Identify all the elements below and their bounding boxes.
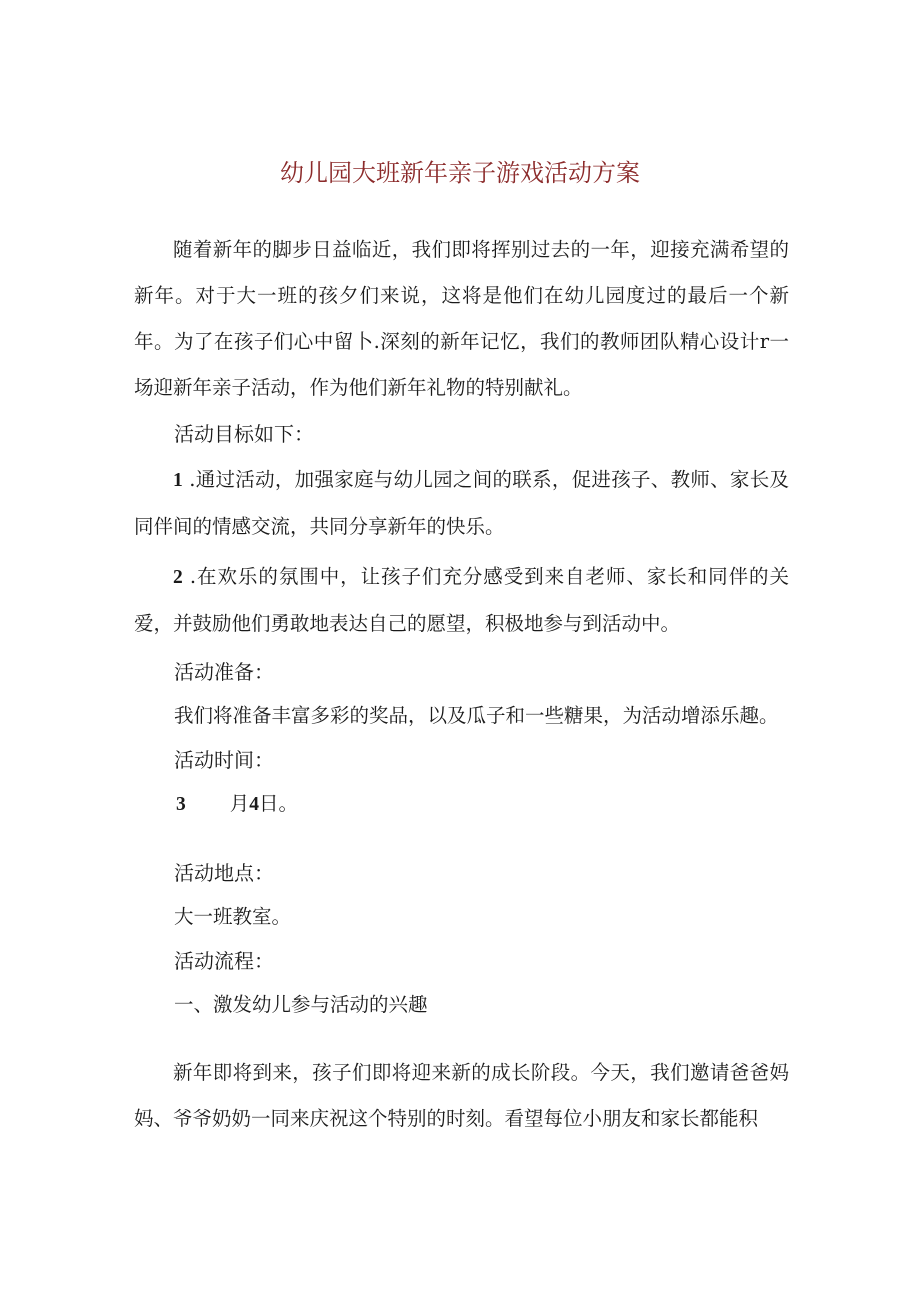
place-heading: 活动地点： [174,861,274,885]
goal-item-1 [134,457,789,550]
prep-heading: 活动准备： [174,660,274,684]
flow-step-1: 一、激发幼儿参与活动的兴趣 [174,993,428,1016]
goal-number: 1 [173,470,183,491]
time-day: 4 [249,794,260,815]
time-day-label: 日。 [259,792,299,815]
document-title: 幼儿园大班新年亲子游戏活动方案 [280,159,640,187]
time-heading: 活动时间： [174,748,274,772]
place-paragraph: 大一班教室。 [174,905,292,928]
document-body [134,227,789,1142]
flow-paragraph: 新年即将到来，孩子们即将迎来新的成长阶段。今天，我们邀请爸爸妈妈、爷爷奶奶一同来庆祝这个特别的时刻。看望每位小朋友和家长都能积 [134,1061,789,1130]
time-month: 3 [176,794,186,815]
intro-paragraph: 随着新年的脚步日益临近，我们即将挥别过去的一年，迎接充满希望的新年。对于大一班的孩夕们来说，这将是他们在幼儿园度过的最后一个新年。为了在孩子们心中留卜.深刻的新年记忆，我们的教师团队精心设计r一场迎新年亲子活动，作为他们新年礼物的特别献礼。 [134,238,789,399]
goal-item-2 [134,554,789,647]
prep-paragraph: 我们将准备丰富多彩的奖品，以及瓜子和一些糖果，为活动增添乐趣。 [174,704,779,727]
goal-text: .在欢乐的氛围中，让孩子们充分感受到来自老师、家长和同伴的关爱，并鼓励他们勇敢地表达自己的愿望，积极地参与到活动中。 [134,565,789,635]
time-paragraph [134,781,789,828]
time-month-label: 月 [229,792,250,815]
goals-heading: 活动目标如下： [174,422,314,446]
flow-heading: 活动流程： [174,949,274,973]
goal-number: 2 [173,567,183,588]
goal-text: .通过活动，加强家庭与幼儿园之间的联系，促进孩子、教师、家长及同伴间的情感交流，共同分享新年的快乐。 [134,468,789,538]
